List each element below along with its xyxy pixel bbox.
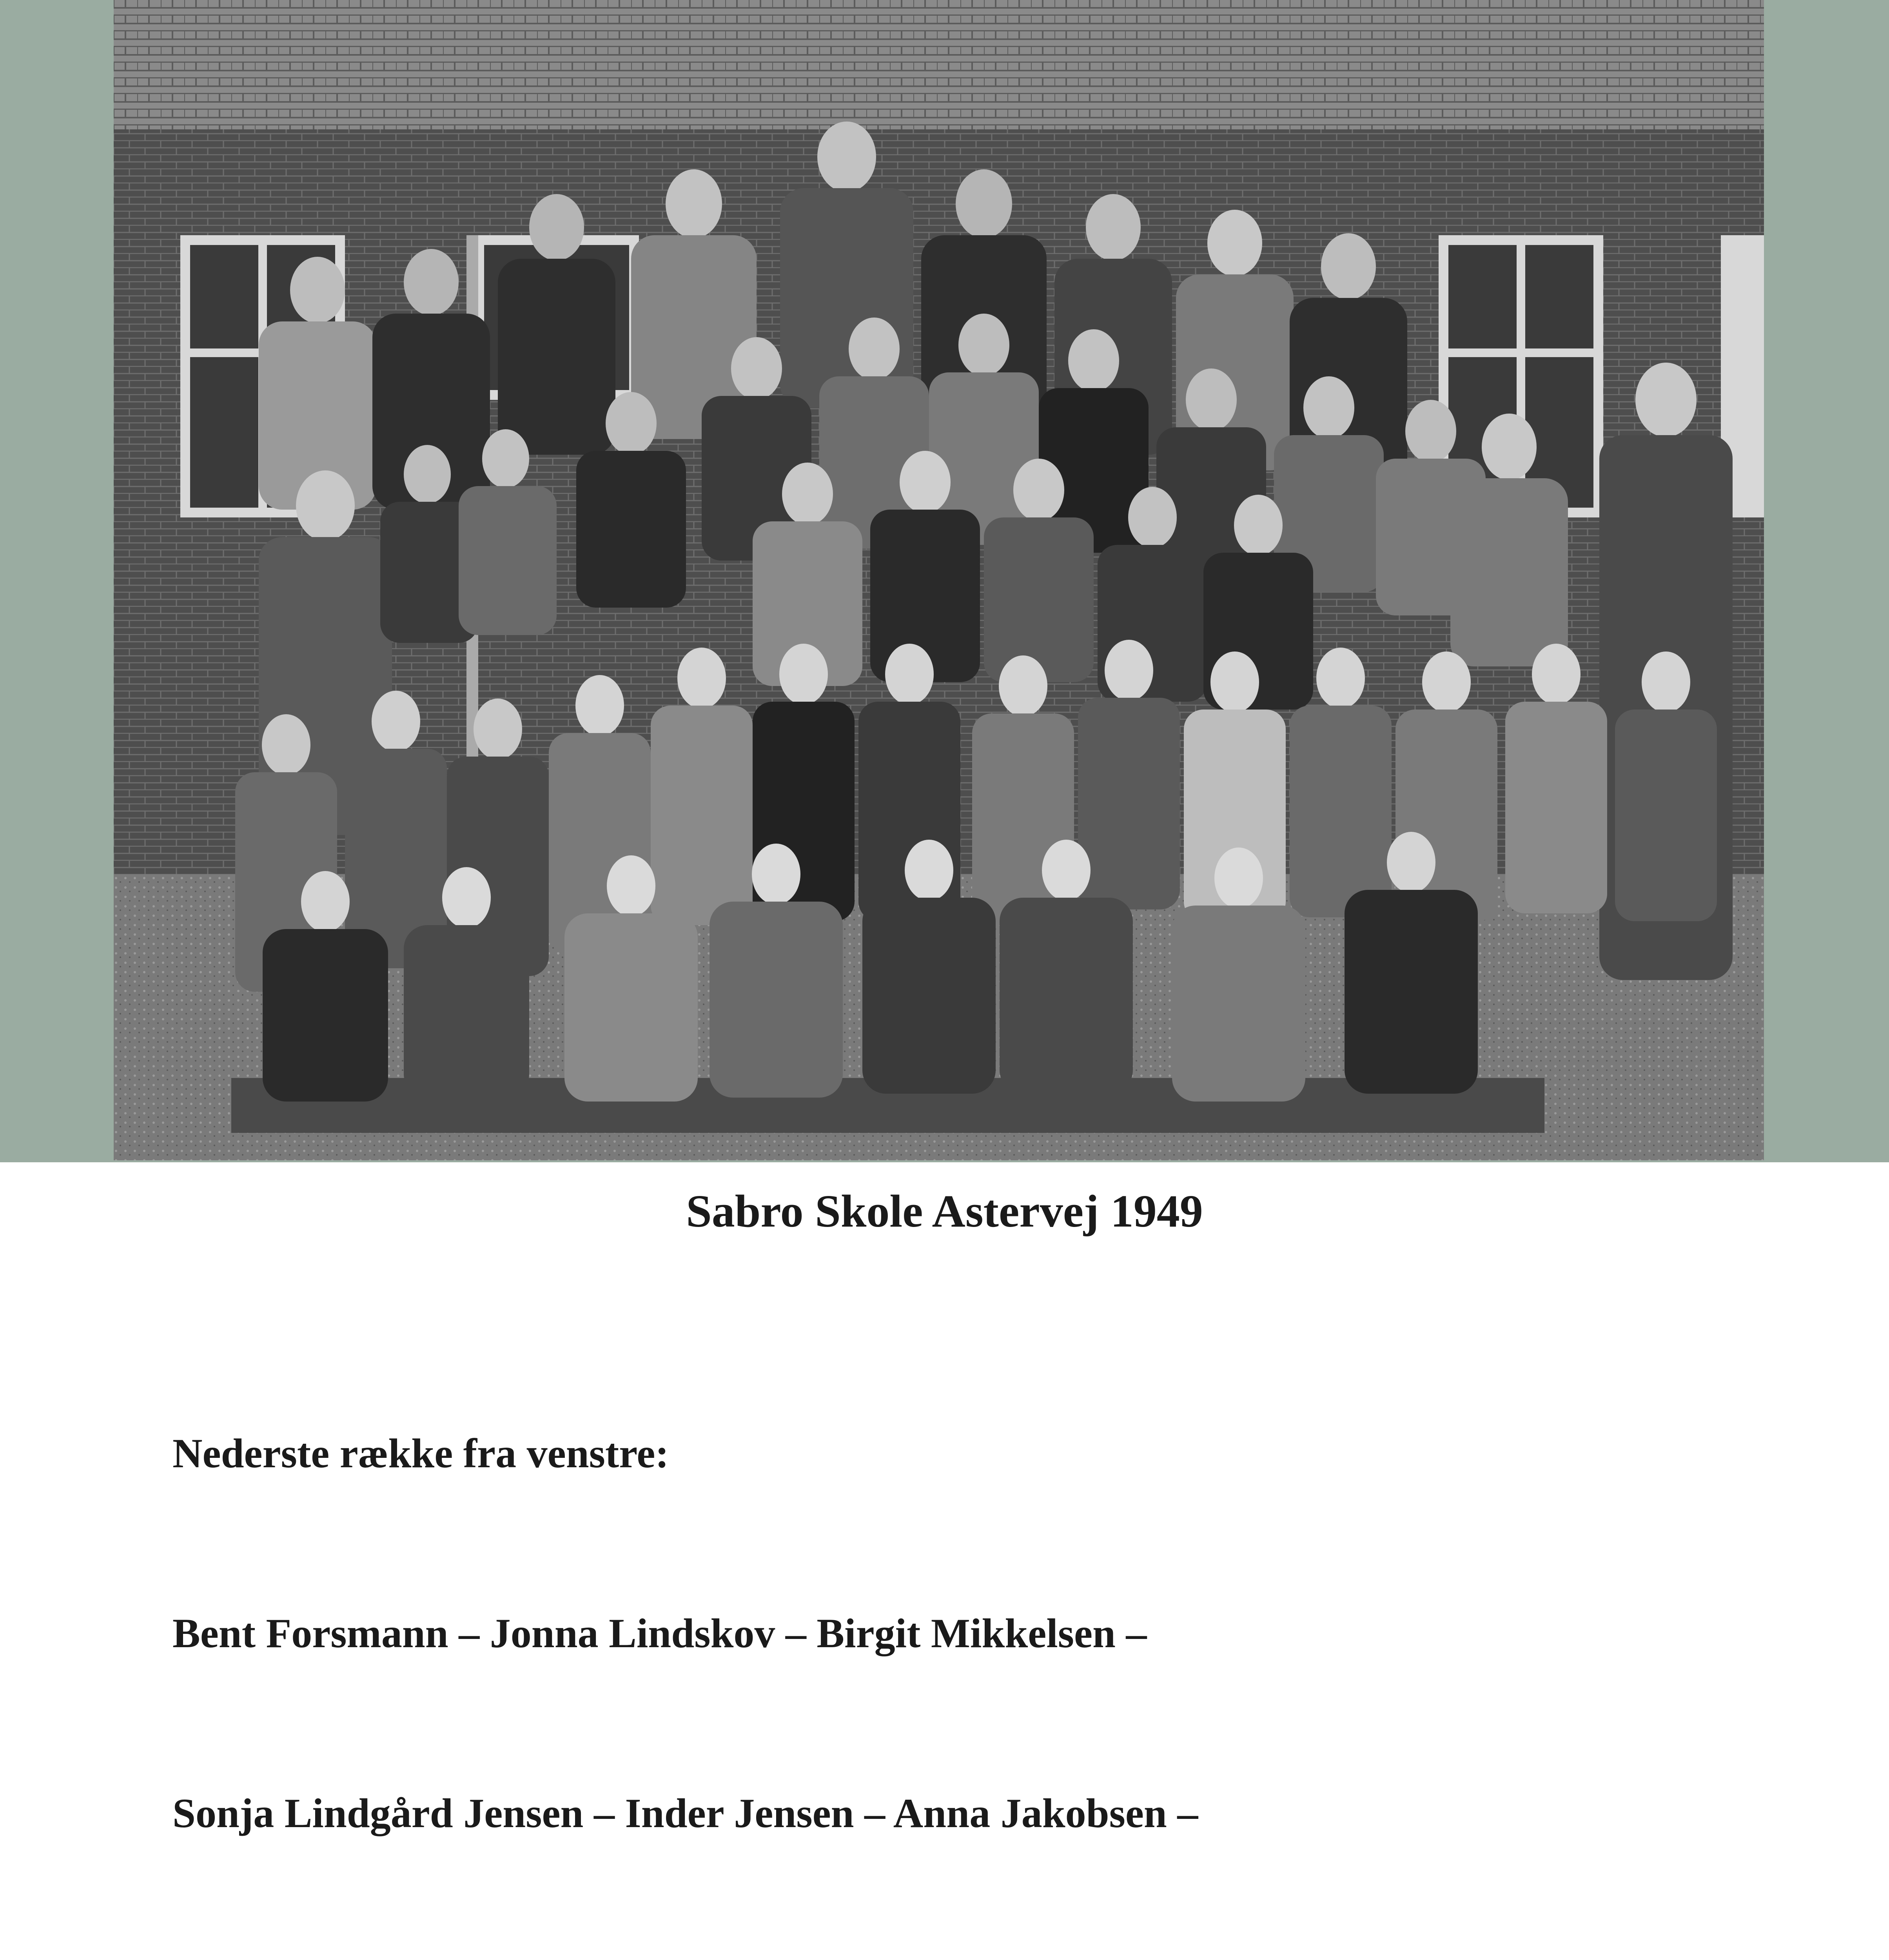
- caption-names: [172, 1303, 1838, 1960]
- row1-heading: Nederste række fra venstre:: [172, 1430, 669, 1476]
- roof: [114, 0, 1764, 129]
- row1-line: Bent Forsmann – Jonna Lindskov – Birgit Mikkelsen –: [172, 1610, 1147, 1656]
- class-photograph: [114, 0, 1764, 1160]
- class-photo-illustration: [114, 0, 1764, 1160]
- row1-line: Sonja Lindgård Jensen – Inder Jensen – Anna Jakobsen –: [172, 1790, 1198, 1836]
- page-title: Sabro Skole Astervej 1949: [686, 1185, 1203, 1237]
